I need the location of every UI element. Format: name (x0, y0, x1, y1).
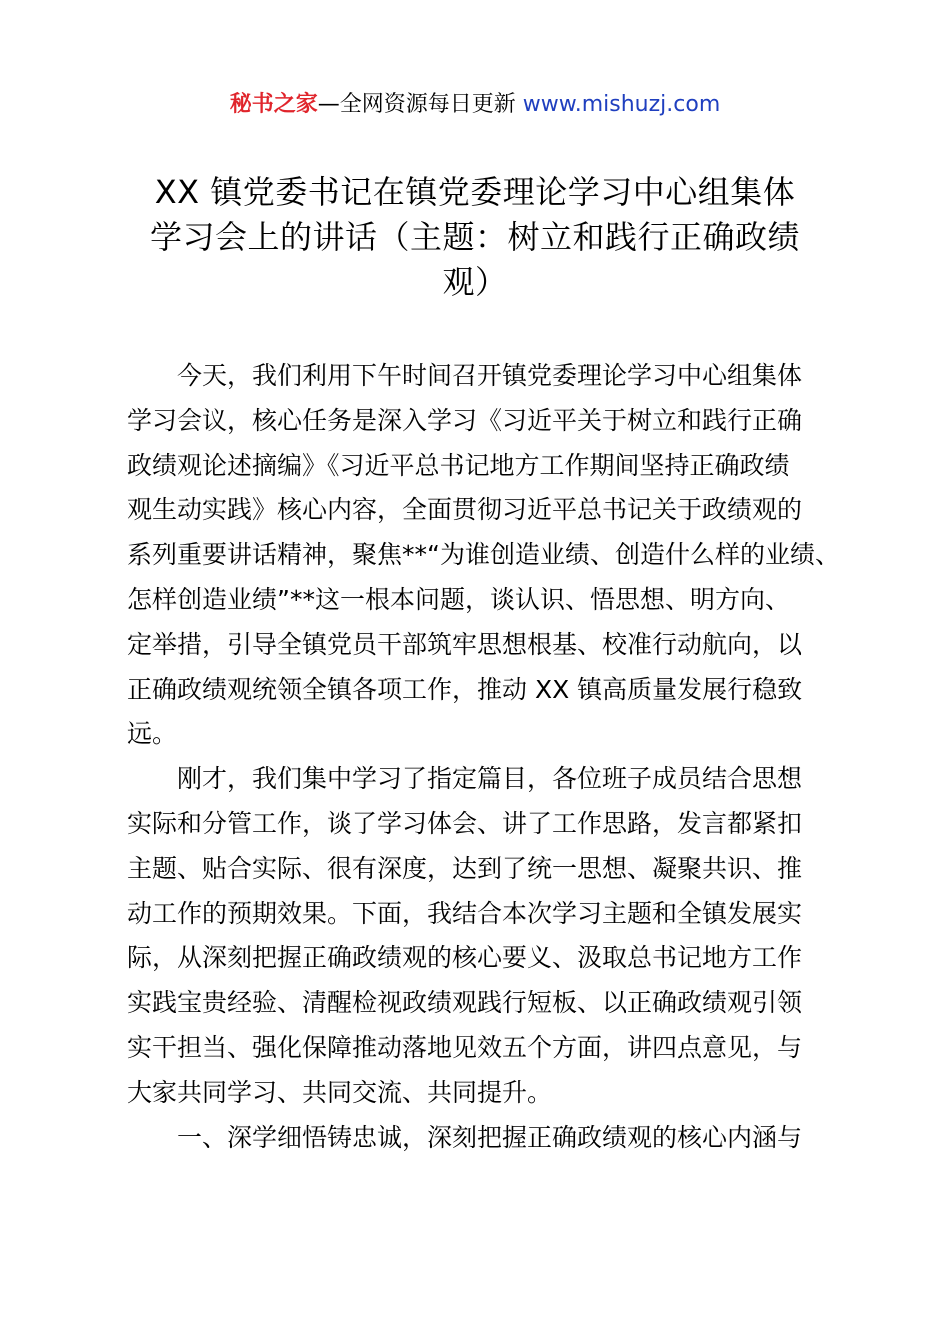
paragraph-line: 学习会议，核心任务是深入学习《习近平关于树立和践行正确 (127, 405, 803, 435)
paragraph-line: 正确政绩观统领全镇各项工作，推动 XX 镇高质量发展行稳致 (127, 674, 803, 704)
site-url-link[interactable]: www.mishuzj.com (522, 92, 721, 117)
title-line: 观） (442, 263, 508, 301)
paragraph-line: 实践宝贵经验、清醒检视政绩观践行短板、以正确政绩观引领 (127, 988, 803, 1018)
paragraph-line: 实际和分管工作，谈了学习体会、讲了工作思路，发言都紧扣 (127, 808, 803, 838)
title-line: 学习会上的讲话（主题：树立和践行正确政绩 (149, 218, 800, 256)
paragraph-line: 实干担当、强化保障推动落地见效五个方面，讲四点意见，与 (127, 1032, 803, 1062)
site-tagline: —全网资源每日更新 (317, 92, 523, 117)
paragraph-line: 主题、贴合实际、很有深度，达到了统一思想、凝聚共识、推 (127, 853, 803, 883)
section-heading-line: 一、深学细悟铸忠诚，深刻把握正确政绩观的核心内涵与 (177, 1122, 803, 1152)
site-brand: 秘书之家 (229, 92, 318, 117)
document-title (110, 170, 840, 305)
site-header (0, 88, 950, 122)
paragraph-line: 刚才，我们集中学习了指定篇目，各位班子成员结合思想 (177, 764, 803, 794)
paragraph-line: 观生动实践》核心内容，全面贯彻习近平总书记关于政绩观的 (127, 495, 803, 525)
paragraph-line: 定举措，引导全镇党员干部筑牢思想根基、校准行动航向，以 (127, 629, 803, 659)
paragraph-line: 大家共同学习、共同交流、共同提升。 (127, 1077, 553, 1107)
paragraph-line: 今天，我们利用下午时间召开镇党委理论学习中心组集体 (177, 361, 803, 390)
paragraph-line: 怎样创造业绩”**这一根本问题，谈认识、悟思想、明方向、 (127, 584, 790, 614)
title-line: XX 镇党委书记在镇党委理论学习中心组集体 (154, 173, 796, 211)
paragraph-line: 际，从深刻把握正确政绩观的核心要义、汲取总书记地方工作 (127, 943, 803, 973)
paragraph-line: 政绩观论述摘编》《习近平总书记地方工作期间坚持正确政绩 (127, 450, 790, 480)
paragraph-line: 系列重要讲话精神，聚焦**“为谁创造业绩、创造什么样的业绩、 (127, 540, 840, 570)
paragraph-line: 远。 (127, 719, 178, 749)
paragraph-line: 动工作的预期效果。下面，我结合本次学习主题和全镇发展实 (127, 898, 803, 928)
document-body (127, 354, 847, 1160)
